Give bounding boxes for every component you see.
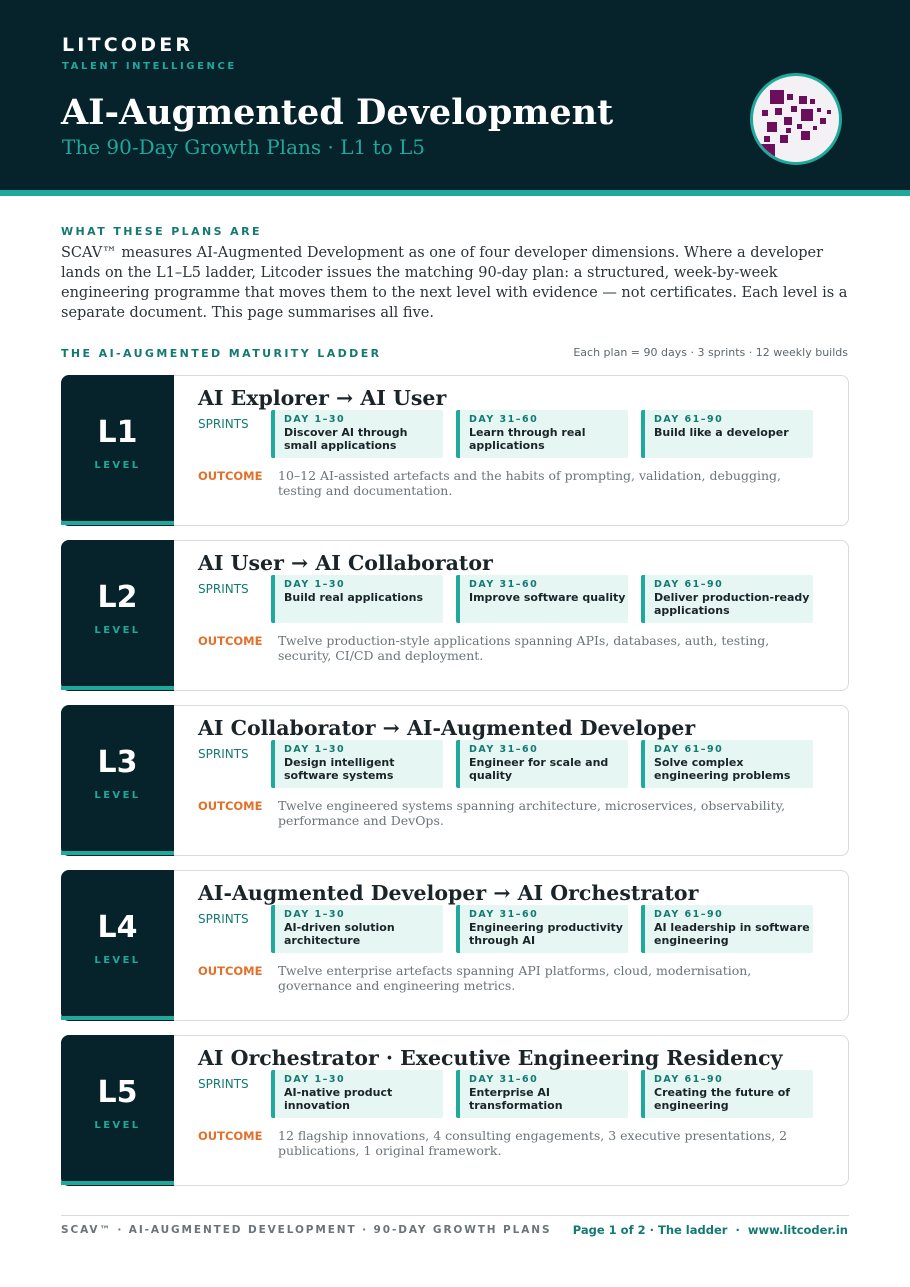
level-title: AI User → AI Collaborator (198, 551, 493, 575)
level-code: L3 (97, 745, 138, 780)
sprint-goal: Build real applications (284, 591, 423, 604)
sprint-box-1 (271, 1070, 443, 1118)
outcome-text: 10–12 AI-assisted artefacts and the habits of prompting, validation, debugging, testing and documentation. (278, 468, 781, 498)
header-accent-stripe (0, 190, 910, 196)
sprint-day: DAY 61–90 (654, 579, 724, 590)
sprint-goal: Build like a developer (654, 426, 789, 439)
sprint-day: DAY 61–90 (654, 414, 724, 425)
level-word: LEVEL (94, 790, 141, 801)
level-code: L5 (97, 1075, 138, 1110)
level-title: AI-Augmented Developer → AI Orchestrator (198, 881, 699, 905)
ladder-note: Each plan = 90 days · 3 sprints · 12 weekly builds (573, 346, 848, 359)
sprint-box-3 (641, 575, 813, 623)
sprint-goal: AI leadership in software engineering (654, 921, 810, 947)
sprints-label: SPRINTS (198, 417, 249, 431)
brand-tagline: TALENT INTELLIGENCE (62, 61, 237, 72)
sprint-day: DAY 61–90 (654, 1074, 724, 1085)
sprint-box-1 (271, 740, 443, 788)
sprint-day: DAY 1–30 (284, 1074, 346, 1085)
sprint-box-2 (456, 575, 628, 623)
badge-accent-bar (61, 521, 174, 525)
level-badge (61, 870, 174, 1021)
ladder-section-label: THE AI-AUGMENTED MATURITY LADDER (61, 347, 382, 360)
level-badge (61, 705, 174, 856)
sprint-day: DAY 31–60 (469, 1074, 539, 1085)
sprint-box-1 (271, 905, 443, 953)
outcome-text: Twelve enterprise artefacts spanning API platforms, cloud, modernisation, governance and engineering metrics. (278, 963, 752, 993)
sprint-box-2 (456, 410, 628, 458)
sprint-box-1 (271, 575, 443, 623)
level-badge (61, 540, 174, 691)
sprint-box-3 (641, 740, 813, 788)
level-title: AI Explorer → AI User (198, 386, 447, 410)
sprint-goal: Discover AI through small applications (284, 426, 408, 452)
sprint-day: DAY 1–30 (284, 579, 346, 590)
sprint-box-1 (271, 410, 443, 458)
brand-name: LITCODER (62, 34, 194, 56)
outcome-label: OUTCOME (198, 1129, 263, 1143)
level-word: LEVEL (94, 955, 141, 966)
sprint-goal: AI-native product innovation (284, 1086, 393, 1112)
sprints-label: SPRINTS (198, 912, 249, 926)
badge-accent-bar (61, 851, 174, 855)
level-code: L4 (97, 910, 138, 945)
level-word: LEVEL (94, 460, 141, 471)
sprint-goal: Learn through real applications (469, 426, 586, 452)
intro-paragraph: SCAV™ measures AI-Augmented Development as one of four developer dimensions. Where a developer lands on the L1–L5 ladder, Litcoder issues the matching 90-day plan: a structured, week-by-week engineering programme that moves them to the next level with evidence — not certificates. Each level is a separate document. This page summarises all five. (61, 245, 848, 321)
sprint-day: DAY 1–30 (284, 909, 346, 920)
outcome-text: 12 flagship innovations, 4 consulting engagements, 3 executive presentations, 2 publications, 1 original framework. (278, 1128, 788, 1158)
sprint-box-2 (456, 740, 628, 788)
page-title: AI-Augmented Development (61, 92, 614, 133)
footer-separator: · (735, 1223, 740, 1237)
level-word: LEVEL (94, 625, 141, 636)
sprint-day: DAY 1–30 (284, 414, 346, 425)
sprint-day: DAY 31–60 (469, 579, 539, 590)
sprint-goal: AI-driven solution architecture (284, 921, 395, 947)
outcome-label: OUTCOME (198, 799, 263, 813)
page-header (0, 0, 910, 190)
badge-accent-bar (61, 686, 174, 690)
level-title: AI Collaborator → AI-Augmented Developer (198, 716, 696, 740)
brand-logo-icon (750, 73, 842, 165)
sprint-day: DAY 61–90 (654, 909, 724, 920)
footer-document-label: SCAV™ · AI-AUGMENTED DEVELOPMENT · 90-DAY GROWTH PLANS (61, 1224, 552, 1236)
sprint-goal: Design intelligent software systems (284, 756, 395, 782)
sprint-goal: Enterprise AI transformation (469, 1086, 563, 1112)
sprint-box-2 (456, 1070, 628, 1118)
badge-accent-bar (61, 1181, 174, 1185)
sprint-goal: Creating the future of engineering (654, 1086, 791, 1112)
outcome-label: OUTCOME (198, 634, 263, 648)
level-card-l5 (61, 1035, 849, 1186)
footer-page-indicator: Page 1 of 2 · The ladder (572, 1223, 728, 1237)
sprint-day: DAY 1–30 (284, 744, 346, 755)
sprint-goal: Engineer for scale and quality (469, 756, 609, 782)
sprint-box-3 (641, 410, 813, 458)
level-badge (61, 375, 174, 526)
sprint-day: DAY 31–60 (469, 414, 539, 425)
sprint-goal: Solve complex engineering problems (654, 756, 791, 782)
sprint-goal: Improve software quality (469, 591, 626, 604)
level-title: AI Orchestrator · Executive Engineering Residency (198, 1046, 783, 1070)
footer-divider (61, 1215, 849, 1216)
sprint-day: DAY 31–60 (469, 744, 539, 755)
sprint-box-3 (641, 1070, 813, 1118)
level-word: LEVEL (94, 1120, 141, 1131)
sprints-label: SPRINTS (198, 1077, 249, 1091)
footer-website-link[interactable]: www.litcoder.in (747, 1223, 848, 1237)
sprints-label: SPRINTS (198, 582, 249, 596)
badge-accent-bar (61, 1016, 174, 1020)
intro-section-label: WHAT THESE PLANS ARE (61, 225, 262, 238)
sprints-label: SPRINTS (198, 747, 249, 761)
outcome-text: Twelve engineered systems spanning architecture, microservices, observability, performance and DevOps. (278, 798, 786, 828)
level-code: L1 (97, 415, 138, 450)
level-card-l2 (61, 540, 849, 691)
level-card-l3 (61, 705, 849, 856)
outcome-label: OUTCOME (198, 964, 263, 978)
level-code: L2 (97, 580, 138, 615)
sprint-day: DAY 31–60 (469, 909, 539, 920)
outcome-text: Twelve production-style applications spanning APIs, databases, auth, testing, security, CI/CD and deployment. (278, 633, 770, 663)
sprint-box-3 (641, 905, 813, 953)
page-subtitle: The 90-Day Growth Plans · L1 to L5 (62, 135, 426, 159)
sprint-goal: Engineering productivity through AI (469, 921, 623, 947)
level-badge (61, 1035, 174, 1186)
level-card-l1 (61, 375, 849, 526)
outcome-label: OUTCOME (198, 469, 263, 483)
sprint-goal: Deliver production-ready applications (654, 591, 810, 617)
footer-right (573, 1223, 848, 1237)
level-card-l4 (61, 870, 849, 1021)
sprint-day: DAY 61–90 (654, 744, 724, 755)
sprint-box-2 (456, 905, 628, 953)
